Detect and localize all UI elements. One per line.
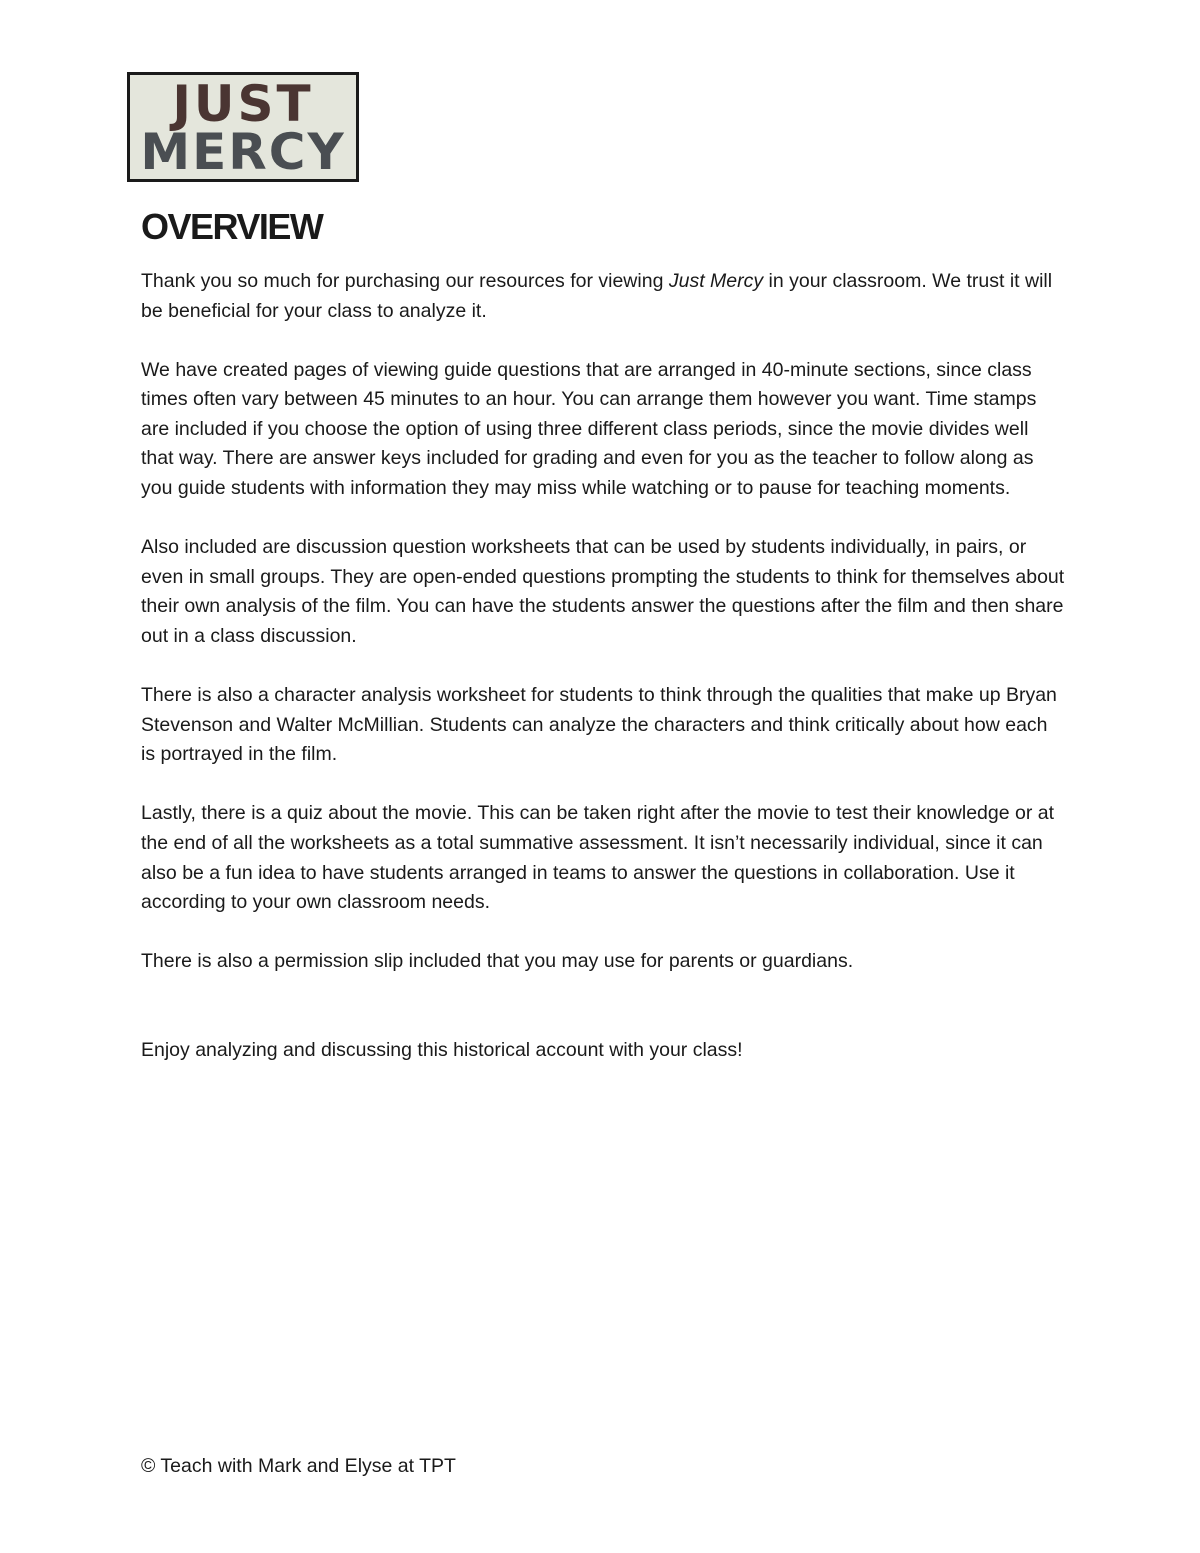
page-title: OVERVIEW	[141, 206, 323, 247]
viewing-guide-paragraph: We have created pages of viewing guide questions that are arranged in 40-minute sections, since class times often vary between 45 minutes to an hour. You can arrange them however you want. Time stamps are included if you choose the option of using three different class periods, since the movie divides well that way. There are answer keys included for grading and even for you as the teacher to follow along as you guide students with information they may miss while watching or to pause for teaching moments.	[141, 358, 1037, 500]
logo-line-just: JUST	[172, 75, 314, 133]
just-mercy-logo	[127, 72, 359, 182]
discussion-questions-paragraph: Also included are discussion question worksheets that can be used by students individually, in pairs, or even in small groups. They are open-ended questions prompting the students to think for themselves about their own analysis of the film. You can have the students answer the questions after the film and then share out in a class discussion.	[141, 536, 1065, 647]
intro-text-after: in your classroom. We trust it will be beneficial for your class to analyze it.	[141, 270, 1053, 322]
copyright-footer: © Teach with Mark and Elyse at TPT	[141, 1455, 456, 1477]
intro-paragraph	[141, 267, 1066, 326]
logo-line-mercy: MERCY	[140, 123, 346, 181]
film-title-emphasis: Just Mercy	[668, 270, 764, 292]
quiz-paragraph: Lastly, there is a quiz about the movie. This can be taken right after the movie to test their knowledge or at the end of all the worksheets as a total summative assessment. It isn’t necessarily individual, since it can also be a fun idea to have students arranged in teams to answer the questions in collaboration. Use it according to your own classroom needs.	[141, 802, 1055, 914]
permission-slip-paragraph: There is also a permission slip included that you may use for parents or guardians.	[141, 950, 854, 973]
closing-paragraph: Enjoy analyzing and discussing this historical account with your class!	[141, 1038, 743, 1061]
overview-body	[141, 267, 1066, 1095]
intro-text-before: Thank you so much for purchasing our resources for viewing	[141, 270, 669, 292]
character-analysis-paragraph: There is also a character analysis worksheet for students to think through the qualities that make up Bryan Stevenson and Walter McMillian. Students can analyze the characters and think critically about how each is portrayed in the film.	[141, 684, 1057, 766]
